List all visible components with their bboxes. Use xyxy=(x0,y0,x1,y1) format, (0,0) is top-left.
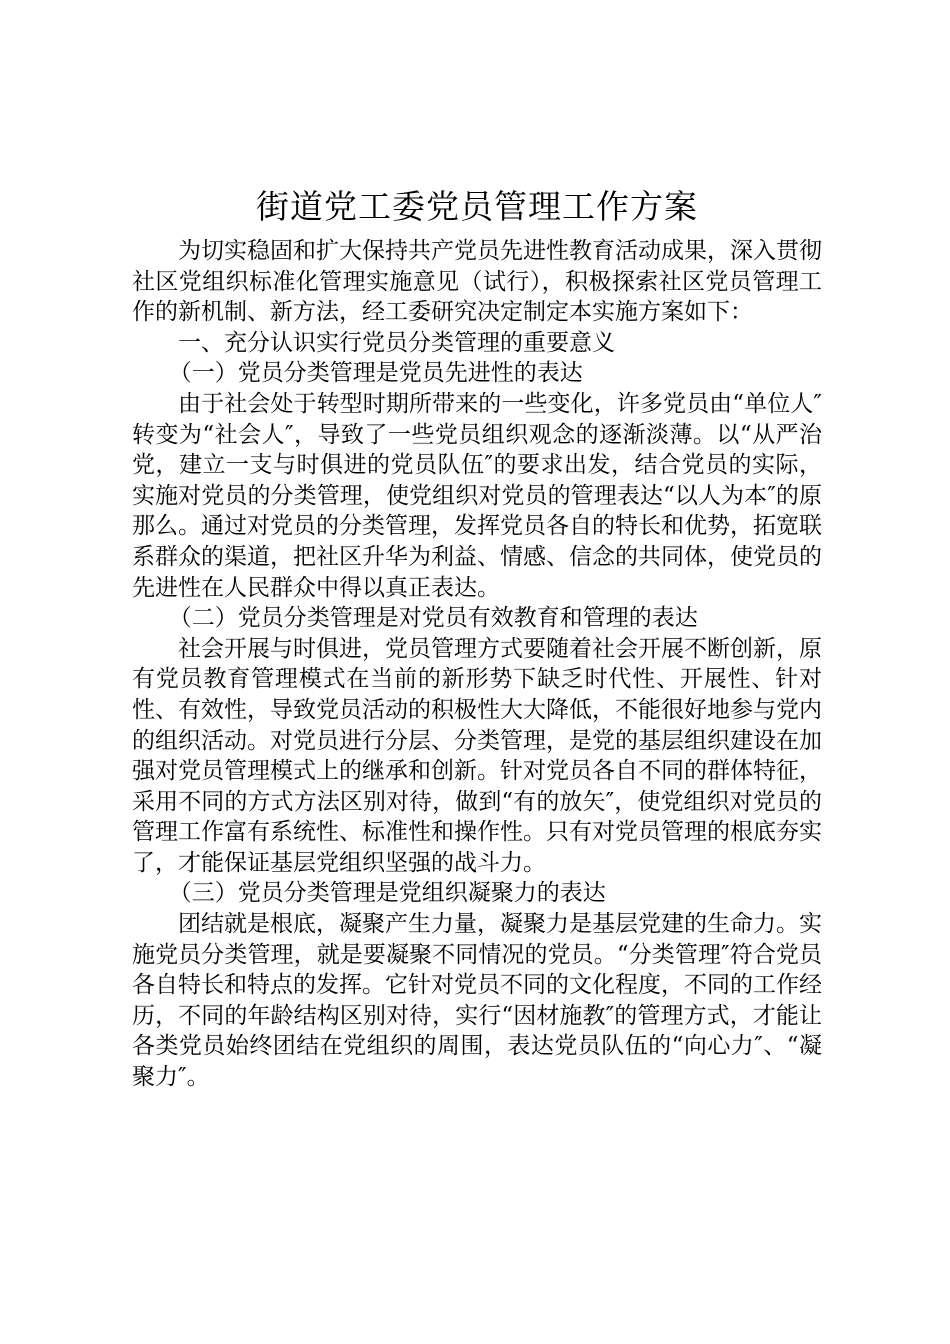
subsection-paragraph-2: 社会开展与时俱进，党员管理方式要随着社会开展不断创新，原有党员教育管理模式在当前的新形势下缺乏时代性、开展性、针对性、有效性，导致党员活动的积极性大大降低，不能很好地参与党内的组织活动。对党员进行分层、分类管理，是党的基层组织建设在加强对党员管理模式上的继承和创新。针对党员各自不同的群体特征，采用不同的方式方法区别对待，做到“有的放矢″，使党组织对党员的管理工作富有系统性、标准性和操作性。只有对党员管理的根底夯实了，才能保证基层党组织坚强的战斗力。 xyxy=(132,635,822,876)
intro-paragraph: 为切实稳固和扩大保持共产党员先进性教育活动成果，深入贯彻社区党组织标准化管理实施意见（试行），积极探索社区党员管理工作的新机制、新方法，经工委研究决定制定本实施方案如下： xyxy=(132,238,822,326)
section-heading-1: 一、充分认识实行党员分类管理的重要意义 xyxy=(178,329,615,356)
document-body xyxy=(132,180,822,1093)
document-title: 街道党工委党员管理工作方案 xyxy=(256,187,698,226)
subsection-paragraph-3: 团结就是根底，凝聚产生力量，凝聚力是基层党建的生命力。实施党员分类管理，就是要凝聚不同情况的党员。“分类管理″符合党员各自特长和特点的发挥。它针对党员不同的文化程度，不同的工作经历，不同的年龄结构区别对待，实行“因材施教″的管理方式，才能让各类党员始终团结在党组织的周围，表达党员队伍的“向心力″、“凝聚力″。 xyxy=(132,911,822,1091)
subsection-paragraph-1: 由于社会处于转型时期所带来的一些变化，许多党员由“单位人″转变为“社会人″，导致了一些党员组织观念的逐渐淡薄。以“从严治党，建立一支与时俱进的党员队伍″的要求出发，结合党员的实际，实施对党员的分类管理，使党组织对党员的管理表达“以人为本″的原那么。通过对党员的分类管理，发挥党员各自的特长和优势，拓宽联系群众的渠道，把社区升华为利益、情感、信念的共同体，使党员的先进性在人民群众中得以真正表达。 xyxy=(132,390,822,601)
subsection-heading-2: （二）党员分类管理是对党员有效教育和管理的表达 xyxy=(168,605,698,632)
subsection-heading-1: （一）党员分类管理是党员先进性的表达 xyxy=(168,360,583,387)
subsection-heading-3: （三）党员分类管理是党组织凝聚力的表达 xyxy=(168,880,606,907)
